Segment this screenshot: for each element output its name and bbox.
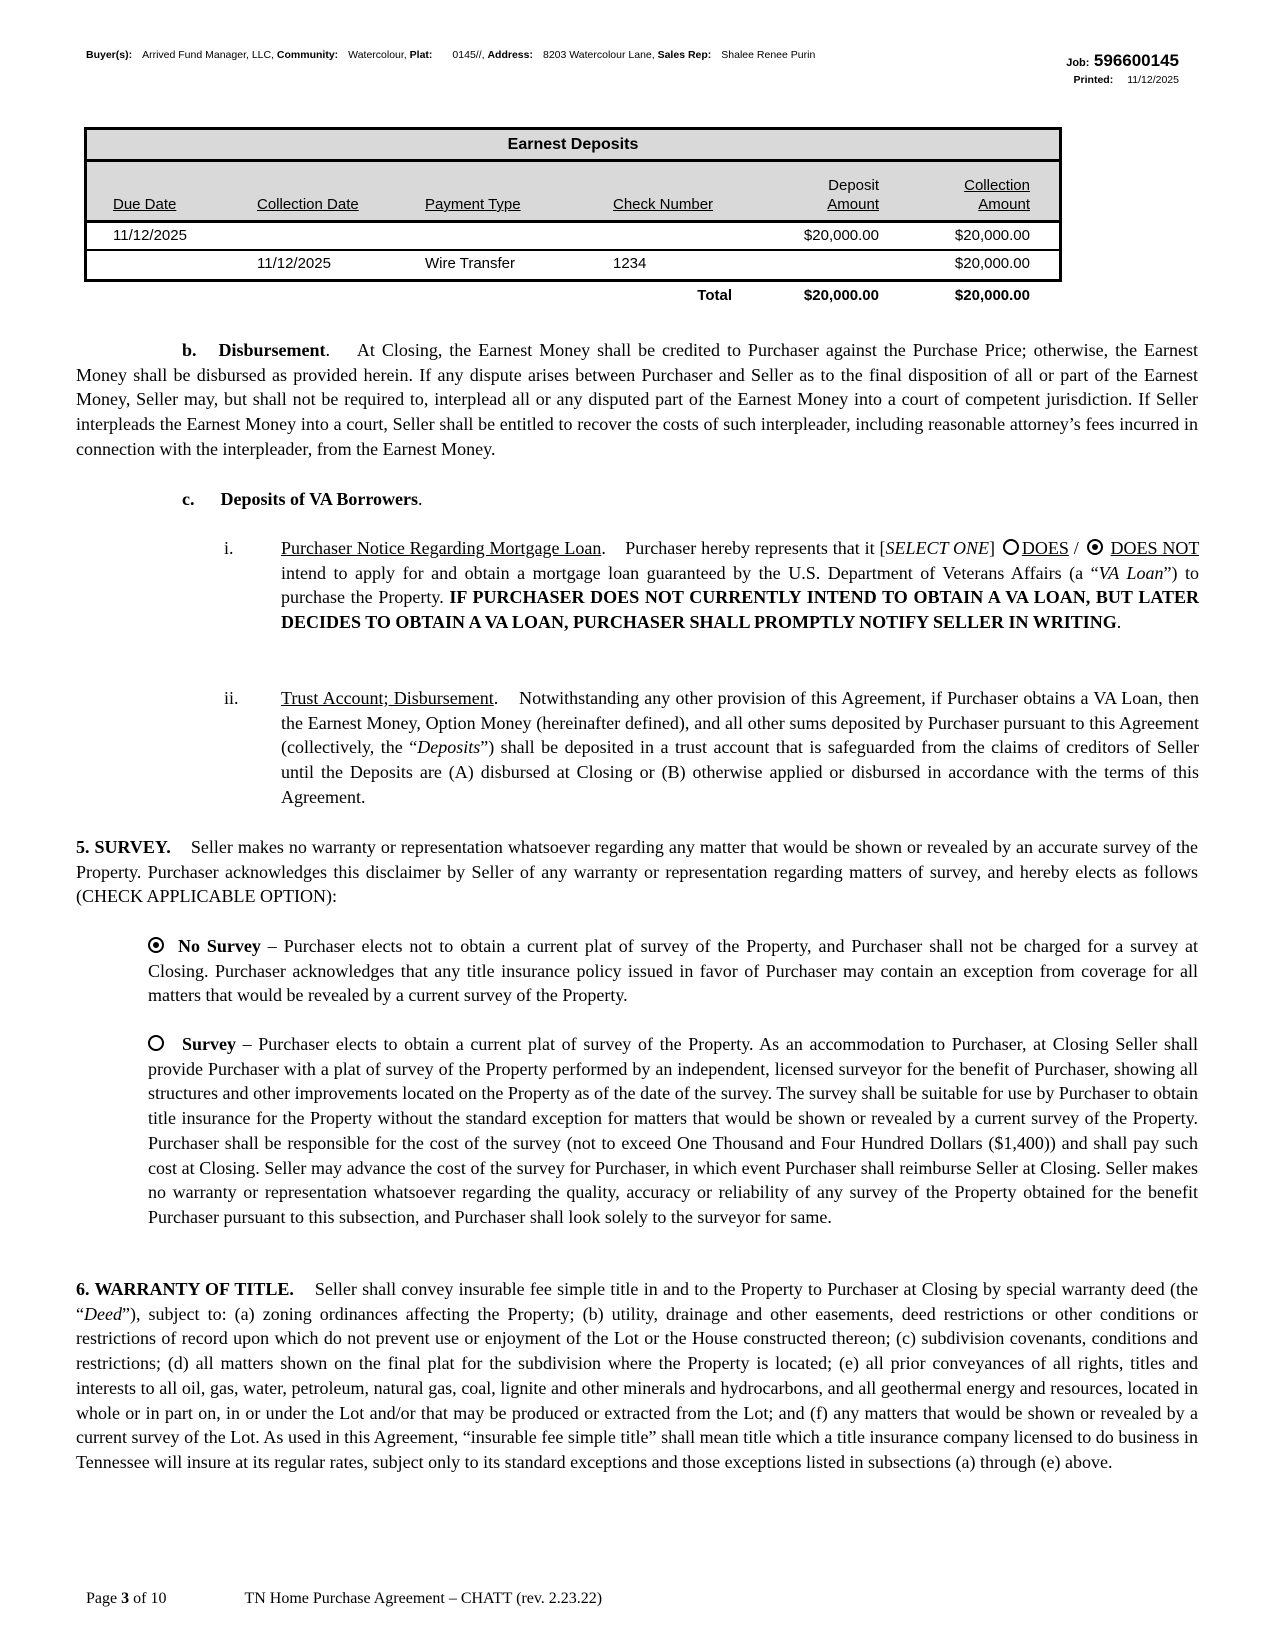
radio-no-survey[interactable] bbox=[148, 937, 164, 953]
community-value: Watercolour, bbox=[348, 49, 407, 61]
buyer-label: Buyer(s): bbox=[86, 49, 133, 61]
option-does-not-label: DOES NOT bbox=[1110, 538, 1200, 558]
total-collection: $20,000.00 bbox=[954, 287, 1030, 304]
col-deposit-amount: Deposit Amount bbox=[827, 177, 879, 213]
radio-does-not[interactable] bbox=[1087, 539, 1103, 555]
section-b-text: At Closing, the Earnest Money shall be credited to Purchaser against the Purchase Price; otherwise, the Earnest Money shall be disbursed as provided herein. If any dispute arises between Purchaser and Seller as to the final disposition of all or part of the Earnest Money, Seller may, but shall not be required to, interplead all or any disputed part of the Earnest Money into a court of competent jurisdiction. If Seller interpleads the Earnest Money into a court, Seller shall be entitled to recover the costs of such interpleader, including reasonable attorney’s fees incurred in connection with the interpleader, from the Earnest Money. bbox=[76, 340, 1198, 459]
radio-survey[interactable] bbox=[148, 1035, 164, 1051]
job-label: Job: bbox=[1066, 57, 1090, 69]
table-row: 11/12/2025 $20,000.00 $20,000.00 bbox=[87, 223, 1059, 251]
plat-value: 0145//, bbox=[452, 49, 485, 61]
table-title: Earnest Deposits bbox=[87, 130, 1059, 162]
col-collection-amount: Collection Amount bbox=[964, 177, 1030, 213]
document-header bbox=[86, 49, 815, 61]
form-name: TN Home Purchase Agreement – CHATT (rev. 2.23.22) bbox=[244, 1590, 603, 1607]
address-label: Address: bbox=[487, 49, 533, 61]
col-due-date: Due Date bbox=[113, 196, 177, 213]
section-c-i: i. Purchaser Notice Regarding Mortgage Loan. Purchaser hereby represents that it [SELECT ONE] DOES / DOES NOT intend to apply for and obtain a mortgage loan guaranteed by the U.S. Department of Veterans Affairs (a “VA Loan”) to purchase the Property. IF PURCHASER DOES NOT CURRENTLY INTEND TO OBTAIN A VA LOAN, BUT LATER DECIDES TO OBTAIN A VA LOAN, PURCHASER SHALL PROMPTLY NOTIFY SELLER IN WRITING. bbox=[224, 538, 1200, 633]
earnest-deposits-table bbox=[84, 127, 1062, 310]
col-collection-date: Collection Date bbox=[257, 196, 359, 213]
c-ii-heading: Trust Account; Disbursement bbox=[281, 688, 494, 708]
plat-label: Plat: bbox=[409, 49, 433, 61]
option-does-label: DOES bbox=[1021, 538, 1069, 558]
sales-rep-value: Shalee Renee Purin bbox=[721, 49, 816, 61]
section-b-heading: Disbursement bbox=[218, 340, 326, 360]
community-label: Community: bbox=[276, 49, 339, 61]
printed-date bbox=[1074, 74, 1179, 86]
section-5-heading: 5. SURVEY. bbox=[76, 837, 171, 857]
total-deposit: $20,000.00 bbox=[803, 287, 879, 304]
table-row: 11/12/2025 Wire Transfer 1234 $20,000.00 bbox=[257, 255, 1030, 272]
table-total-row bbox=[84, 282, 1062, 310]
printed-value: 11/12/2025 bbox=[1127, 74, 1179, 86]
section-b-disbursement: b. Disbursement. At Closing, the Earnest Money shall be credited to Purchaser against the Purchase Price; otherwise, the Earnest Money shall be disbursed as provided herein. If any dispute arises between Purchaser and Seller as to the final disposition of all or part of the Earnest Money, Seller may, but shall not be required to, interplead all or any disputed part of the Earnest Money into a court of competent jurisdiction. If Seller interpleads the Earnest Money into a court, Seller shall be entitled to recover the costs of such interpleader, including reasonable attorney’s fees incurred in connection with the interpleader, from the Earnest Money. bbox=[76, 340, 1198, 459]
option-survey: Survey – Purchaser elects to obtain a current plat of survey of the Property. As an accommodation to Purchaser, at Closing Seller shall provide Purchaser with a plat of survey of the Property performed by an independent, licensed surveyor for the benefit of Purchaser, showing all structures and other improvements located on the Property as of the date of the survey. The survey shall be suitable for use by Purchaser to obtain title insurance for the Property without the standard exception for matters that would be shown or revealed by a current survey of the Property. Purchaser shall be responsible for the cost of the survey (not to exceed One Thousand and Four Hundred Dollars ($1,400)) and shall pay such cost at Closing. Seller may advance the cost of the survey for Purchaser, in which event Purchaser shall reimburse Seller at Closing. Seller makes no warranty or representation whatsoever regarding the quality, accuracy or reliability of any survey of the Property obtained for the benefit Purchaser pursuant to this subsection, and Purchaser shall look solely to the surveyor for same. bbox=[148, 1034, 1199, 1227]
job-value: 596600145 bbox=[1093, 51, 1179, 70]
job-number bbox=[1066, 51, 1179, 71]
section-c-heading: c. Deposits of VA Borrowers. bbox=[182, 489, 423, 509]
radio-does[interactable] bbox=[1003, 539, 1019, 555]
section-6-warranty-of-title: 6. WARRANTY OF TITLE. Seller shall convey insurable fee simple title in and to the Property to Purchaser at Closing by special warranty deed (the “Deed”), subject to: (a) zoning ordinances affecting the Property; (b) utility, drainage and other easements, deed restrictions or other conditions or restrictions of record upon which do not prevent use or enjoyment of the Lot or the House constructed thereon; (c) subdivision covenants, conditions and restrictions; (d) all matters shown on the final plat for the subdivision where the Property is located; (e) all prior conveyances of all rights, titles and interests to all oil, gas, water, petroleum, natural gas, coal, lignite and other minerals and hydrocarbons, and all geothermal energy and resources, located in whole or in part on, in or under the Lot and/or that may be produced or extracted from the Lot; and (f) any matters that would be shown or revealed by a current survey of the Lot. As used in this Agreement, “insurable fee simple title” shall mean title which a title insurance company licensed to do business in Tennessee will insure at its regular rates, subject only to its standard exceptions and those exceptions listed in subsections (a) through (e) above. bbox=[76, 1279, 1198, 1472]
total-label: Total bbox=[697, 287, 732, 304]
section-5-survey: 5. SURVEY. Seller makes no warranty or representation whatsoever regarding any matter that would be shown or revealed by an accurate survey of the Property. Purchaser acknowledges this disclaimer by Seller of any warranty or representation regarding matters of survey, and hereby elects as follows (CHECK APPLICABLE OPTION): bbox=[76, 837, 1199, 907]
section-6-heading: 6. WARRANTY OF TITLE. bbox=[76, 1279, 294, 1299]
sales-rep-label: Sales Rep: bbox=[657, 49, 712, 61]
va-notice-bold: IF PURCHASER DOES NOT CURRENTLY INTEND TO OBTAIN A VA LOAN, BUT LATER DECIDES TO OBTAIN A VA LOAN, PURCHASER SHALL PROMPTLY NOTIFY SELLER IN WRITING bbox=[281, 587, 1199, 633]
section-c-ii: ii. Trust Account; Disbursement. Notwithstanding any other provision of this Agreement, if Purchaser obtains a VA Loan, then the Earnest Money, Option Money (hereinafter defined), and all other sums deposited by Purchaser pursuant to this Agreement (collectively, the “Deposits”) shall be deposited in a trust account that is safeguarded from the claims of creditors of Seller until the Deposits are (A) disbursed at Closing or (B) otherwise applied or disbursed in accordance with the terms of this Agreement. bbox=[224, 688, 1199, 807]
printed-label: Printed: bbox=[1073, 74, 1114, 86]
option-no-survey: No Survey – Purchaser elects not to obtain a current plat of survey of the Property, and Purchaser shall not be charged for a survey at Closing. Purchaser acknowledges that any title insurance policy issued in favor of Purchaser may contain an exception from coverage for all matters that would be revealed by a current survey of the Property. bbox=[148, 936, 1199, 1006]
page-footer bbox=[86, 1590, 602, 1608]
buyer-value: Arrived Fund Manager, LLC, bbox=[142, 49, 274, 61]
col-payment-type: Payment Type bbox=[425, 196, 521, 213]
address-value: 8203 Watercolour Lane, bbox=[542, 49, 655, 61]
c-i-heading: Purchaser Notice Regarding Mortgage Loan bbox=[281, 538, 602, 558]
table-header-row bbox=[87, 162, 1059, 223]
page-indicator: Page 3 of 10 bbox=[86, 1590, 167, 1607]
col-check-number: Check Number bbox=[613, 196, 714, 213]
